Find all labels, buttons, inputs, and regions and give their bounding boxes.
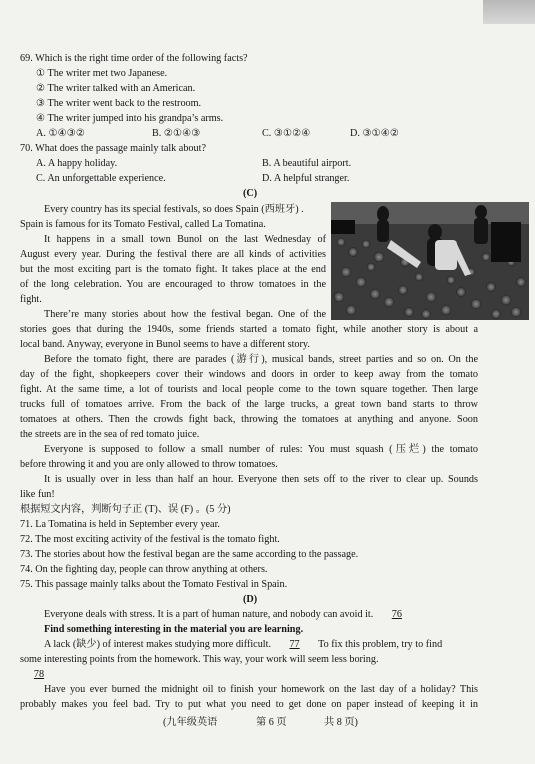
statement-72: 72. The most exciting activity of the festival is the tomato fight. [20, 534, 280, 545]
tomato-festival-photo [331, 202, 529, 320]
statement-74: 74. On the fighting day, people can throw anything at others. [20, 564, 268, 575]
q70-option-a: A. A happy holiday. [36, 158, 118, 169]
statement-73: 73. The stories about how the festival began are the same according to the passage. [20, 549, 359, 560]
c-line-5: but the most exciting part is the tomato fight. It takes place at the end [20, 264, 326, 275]
statement-71: 71. La Tomatina is held in September every year. [20, 519, 220, 530]
blank-77: 77 [289, 639, 300, 650]
c-line-12: day of the fight, shopkeepers cover their windows and doors in order to keep away from the tomato [20, 369, 478, 380]
section-c-title: (C) [243, 188, 258, 199]
q70-option-d: D. A helpful stranger. [262, 173, 350, 184]
q70-stem: 70. What does the passage mainly talk about? [20, 143, 206, 154]
q69-stem: 69. Which is the right time order of the following facts? [20, 53, 248, 64]
d-line-6: Have you ever burned the midnight oil to finish your homework on the last day of a holiday? This [44, 684, 478, 695]
c-line-1: Every country has its special festivals, so does Spain (西班牙) . [44, 204, 304, 215]
c-line-4: August every year. During the festival there are all kinds of activities [20, 249, 326, 260]
c-line-10: local band. Anyway, everyone in Bunol seems to have a different story. [20, 339, 310, 350]
d-line-1-text: Everyone deals with stress. It is a part of human nature, and nobody can avoid it. [44, 609, 374, 620]
d-line-1 [44, 608, 412, 621]
section-d-title: (D) [243, 594, 258, 605]
page-corner-shadow [483, 0, 535, 24]
c-line-6: of the long celebration. You are encouraged to throw tomatoes in the [20, 279, 326, 290]
c-line-9: stories goes that during the 1940s, some friends started a tomato fight, while another story is about a [20, 324, 478, 335]
c-line-19: It is usually over in less than half an hour. Everyone then sets off to the river to clear up. Sounds [44, 474, 478, 485]
c-line-20: like fun! [20, 489, 55, 500]
c-line-14: trucks full of tomatoes arrive. From the back of the large trucks, a great town band starts to throw [20, 399, 478, 410]
footer-page: 第 6 页 [256, 717, 287, 728]
q69-fact-2: ② The writer talked with an American. [36, 83, 196, 94]
c-line-15: tomatoes at others. Then the crowds fight back, throwing the tomatoes at anything and anyone. Soon [20, 414, 478, 425]
statement-75: 75. This passage mainly talks about the Tomato Festival in Spain. [20, 579, 288, 590]
d-line-3-text-a: A lack (缺少) of interest makes studying more difficult. [44, 639, 271, 650]
c-line-18: before throwing it and you are only allowed to throw tomatoes. [20, 459, 278, 470]
q69-option-b: B. ②①④③ [152, 128, 201, 139]
q69-option-d: D. ③①④② [350, 128, 399, 139]
q69-option-c: C. ③①②④ [262, 128, 311, 139]
d-line-4: some interesting points from the homework. This way, your work will seem less boring. [20, 654, 379, 665]
d-line-5 [24, 668, 54, 681]
footer-total: 共 8 页) [324, 717, 358, 728]
q70-option-b: B. A beautiful airport. [262, 158, 352, 169]
footer-subject: (九年级英语 [163, 717, 218, 728]
d-line-3 [44, 638, 442, 651]
c-line-2: Spain is famous for its Tomato Festival, called La Tomatina. [20, 219, 266, 230]
d-line-3-text-b: To fix this problem, try to find [318, 639, 443, 650]
blank-76: 76 [391, 609, 402, 620]
c-instruction: 根据短文内容，判断句子正 (T)、误 (F) 。(5 分) [20, 504, 231, 515]
d-heading: Find something interesting in the material you are learning. [44, 624, 304, 635]
q69-fact-4: ④ The writer jumped into his grandpa’s arms. [36, 113, 224, 124]
c-line-13: fight. At the same time, a lot of tourists and local people come to the town square together. Then large [20, 384, 478, 395]
q69-option-a: A. ①④③② [36, 128, 85, 139]
c-line-8: There’re many stories about how the festival began. One of the [44, 309, 326, 320]
q69-fact-3: ③ The writer went back to the restroom. [36, 98, 202, 109]
d-line-7: probably makes you feel bad. Try to put what you need to get done on paper instead of keeping it in [20, 699, 478, 710]
c-line-16: the streets are in the sea of red tomato juice. [20, 429, 200, 440]
blank-78: 78 [33, 669, 45, 680]
q70-option-c: C. An unforgettable experience. [36, 173, 166, 184]
c-line-7: fight. [20, 294, 42, 305]
c-line-11: Before the tomato fight, there are parades (游行), musical bands, street parties and so on. On the [44, 354, 478, 365]
c-line-3: It happens in a small town Bunol on the last Wednesday of [44, 234, 326, 245]
c-line-17: Everyone is supposed to follow a small number of rules: You must squash (压烂) the tomato [44, 444, 478, 455]
q69-fact-1: ① The writer met two Japanese. [36, 68, 168, 79]
